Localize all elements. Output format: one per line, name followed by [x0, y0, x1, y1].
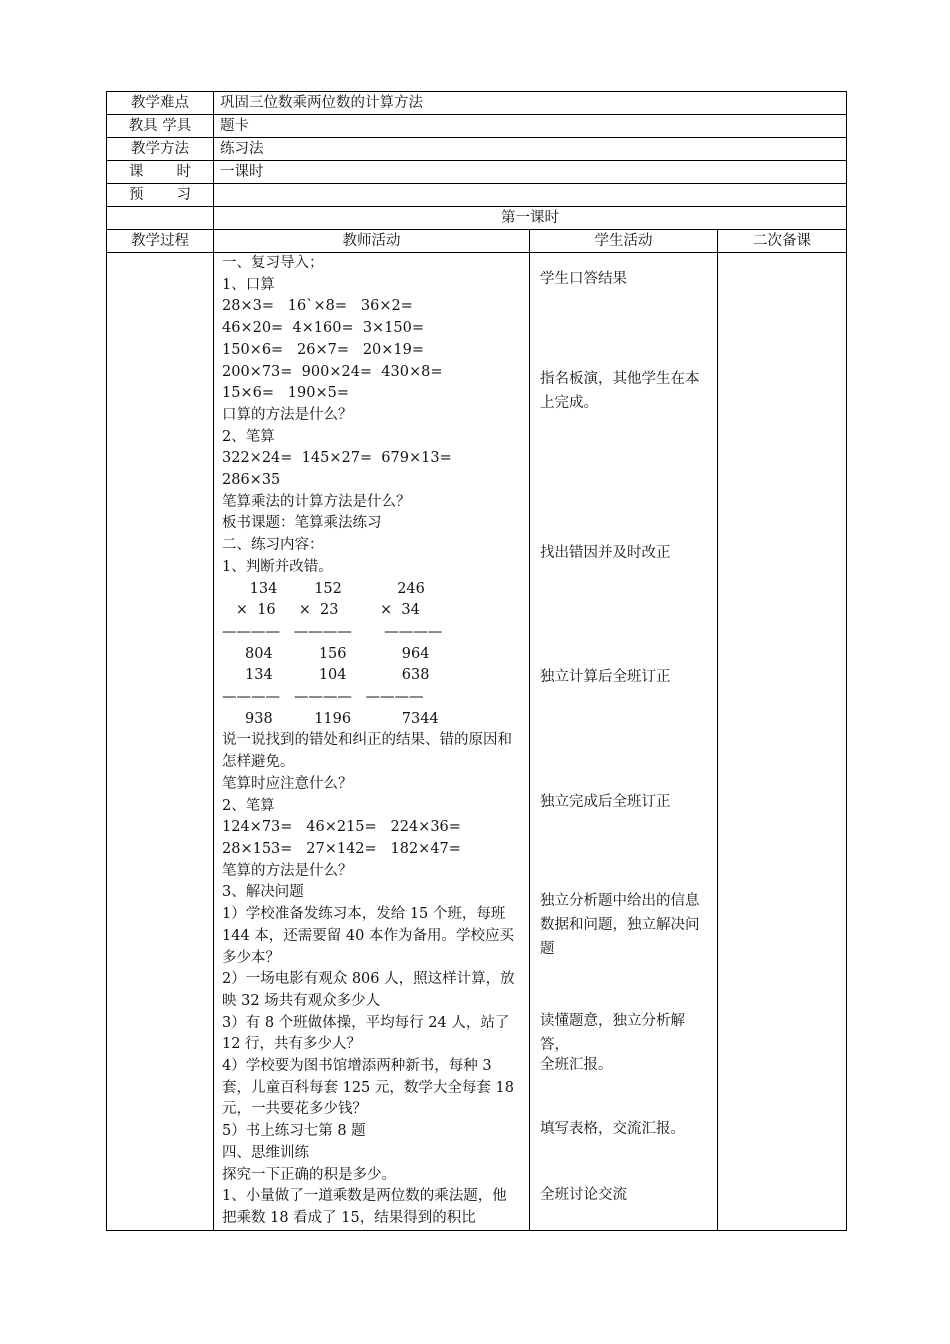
teacher-line: 938 1196 7344	[222, 710, 439, 727]
teacher-line: 板书课题：笔算乘法练习	[222, 515, 382, 532]
teacher-activity-cell	[214, 253, 530, 1231]
tools-value: 题卡	[214, 115, 847, 138]
teacher-line: 2）一场电影有观众 806 人，照这样计算，放映 32 场共有观众多少人	[222, 971, 515, 1009]
row-periods	[107, 161, 847, 184]
student-item: 读懂题意，独立分析解答，	[540, 1013, 685, 1053]
periods-value: 一课时	[214, 161, 847, 184]
col-header-revision: 二次备课	[718, 230, 847, 253]
teacher-line: 1）学校准备发练习本，发给 15 个班，每班 144 本，还需要留 40 本作为备用。学校应买多少本？	[222, 906, 514, 966]
col-header-student: 学生活动	[530, 230, 718, 253]
teacher-line: 5）书上练习七第 8 题	[222, 1123, 366, 1140]
student-item: 找出错因并及时改正	[540, 545, 671, 561]
student-activity-cell	[530, 253, 718, 1231]
teacher-line: 2、笔算	[222, 428, 275, 445]
teacher-line: 124×73= 46×215= 224×36=	[222, 819, 461, 836]
student-item: 填写表格，交流汇报。	[540, 1121, 685, 1137]
teacher-line: 286×35	[222, 472, 281, 489]
lesson-title: 第一课时	[214, 207, 847, 230]
row-method	[107, 138, 847, 161]
teacher-line: 28×153= 27×142= 182×47=	[222, 840, 461, 857]
teacher-line: 1、小量做了一道乘数是两位数的乘法题，他把乘数 18 看成了 15，结果得到的积比	[222, 1188, 507, 1226]
teacher-line: 3）有 8 个班做体操，平均每行 24 人，站了 12 行，共有多少人？	[222, 1014, 510, 1053]
row-difficulty	[107, 92, 847, 115]
teacher-line: 15×6= 190×5=	[222, 385, 350, 402]
row-lesson-title	[107, 207, 847, 230]
teacher-line: 2、笔算	[222, 797, 275, 814]
difficulty-value: 巩固三位数乘两位数的计算方法	[214, 92, 847, 115]
teacher-line: × 16 × 23 × 34	[222, 602, 420, 619]
row-main-content	[107, 253, 847, 1231]
revision-cell	[718, 253, 847, 1231]
tools-label: 教具 学具	[107, 115, 214, 138]
teacher-line: 探究一下正确的积是多少。	[222, 1166, 396, 1183]
student-item: 学生口答结果	[540, 271, 627, 287]
method-value: 练习法	[214, 138, 847, 161]
periods-label: 课 时	[107, 161, 214, 184]
teacher-line: 笔算乘法的计算方法是什么？	[222, 493, 411, 510]
col-header-process: 教学过程	[107, 230, 214, 253]
teacher-line: 二、练习内容：	[222, 537, 324, 554]
teacher-line: 笔算的方法是什么？	[222, 862, 353, 879]
teacher-line: 28×3= 16`×8= 36×2=	[222, 298, 413, 315]
process-cell	[107, 253, 214, 1231]
method-label: 教学方法	[107, 138, 214, 161]
teacher-line: ———— ———— ————	[222, 623, 443, 640]
teacher-line: 134 152 246	[222, 580, 425, 597]
student-item: 独立分析题中给出的信息数据和问题，独立解决问题	[540, 893, 700, 957]
teacher-line: 804 156 964	[222, 645, 430, 662]
student-item: 独立完成后全班订正	[540, 794, 671, 810]
student-item: 全班汇报。	[540, 1057, 613, 1073]
col-header-teacher: 教师活动	[214, 230, 530, 253]
teacher-line: 46×20= 4×160= 3×150=	[222, 320, 425, 337]
teacher-line: 3、解决问题	[222, 884, 304, 901]
student-item: 指名板演，其他学生在本上完成。	[540, 371, 700, 411]
teacher-line: 150×6= 26×7= 20×19=	[222, 341, 425, 358]
student-item: 独立计算后全班订正	[540, 669, 671, 685]
teacher-line: 笔算时应注意什么？	[222, 775, 353, 792]
teacher-line: 200×73= 900×24= 430×8=	[222, 363, 443, 380]
teacher-line: 134 104 638	[222, 667, 430, 684]
teacher-line: 1、口算	[222, 276, 275, 293]
teacher-line: 口算的方法是什么？	[222, 406, 353, 423]
teacher-line: ———— ———— ————	[222, 689, 424, 706]
lesson-plan-table	[106, 91, 847, 1231]
teacher-line: 说一说找到的错处和纠正的结果、错的原因和怎样避免。	[222, 732, 512, 771]
row-column-headers	[107, 230, 847, 253]
lesson-title-blank	[107, 207, 214, 230]
student-item: 全班讨论交流	[540, 1187, 627, 1203]
teacher-line: 4）学校要为图书馆增添两种新书，每种 3 套，儿童百科每套 125 元，数学大全每套 18 元，一共要花多少钱？	[222, 1058, 514, 1118]
row-tools	[107, 115, 847, 138]
teacher-line: 一、复习导入；	[222, 255, 324, 271]
difficulty-label: 教学难点	[107, 92, 214, 115]
lesson-plan	[106, 91, 846, 1231]
preview-value	[214, 184, 847, 207]
teacher-line: 四、思维训练	[222, 1144, 309, 1161]
teacher-line: 1、判断并改错。	[222, 558, 333, 575]
teacher-line: 322×24= 145×27= 679×13=	[222, 450, 452, 467]
preview-label: 预 习	[107, 184, 214, 207]
row-preview	[107, 184, 847, 207]
